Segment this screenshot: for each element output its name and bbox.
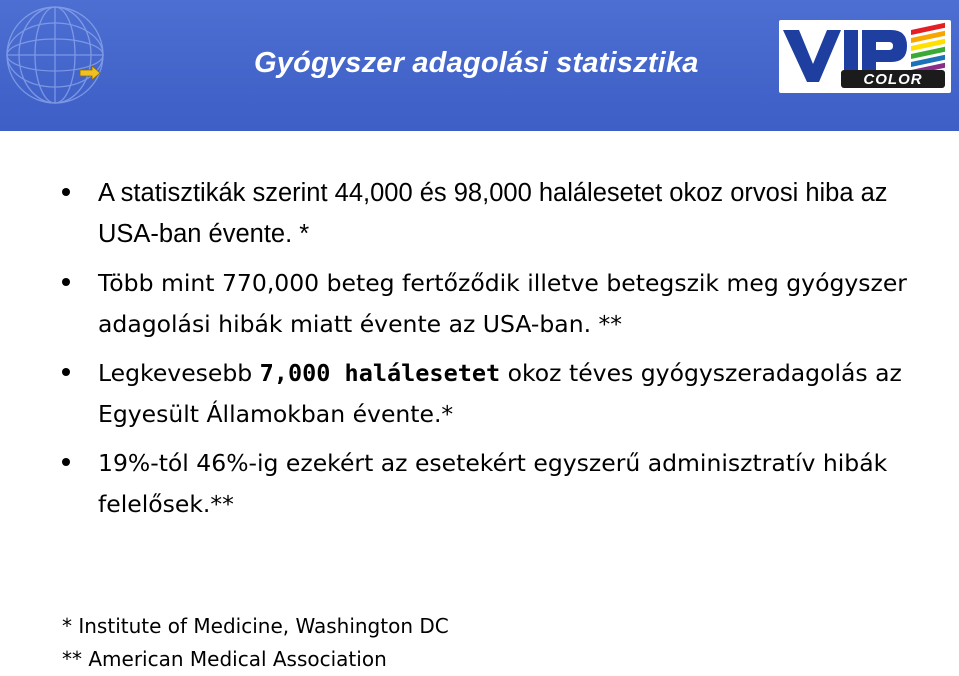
- bullet-text-pre: Legkevesebb: [98, 359, 260, 387]
- bullet-text: Több mint 770,000 beteg fertőződik illetve betegszik meg gyógyszer adagolási hibák miatt évente az USA-ban. **: [98, 269, 907, 338]
- bullet-text-strong: 7,000 halálesetet: [259, 359, 501, 387]
- bullet-icon: [62, 188, 70, 196]
- bullet-icon: [62, 278, 70, 286]
- list-item: [62, 443, 942, 525]
- list-item: [62, 173, 942, 255]
- bullet-text-post: okoz téves gyógyszeradagolás az Egyesült Államokban évente.*: [98, 359, 902, 428]
- footnote-item: * Institute of Medicine, Washington DC: [62, 614, 449, 638]
- bullet-text: A statisztikák szerint 44,000 és 98,000 halálesetet okoz orvosi hiba az USA-ban évente. *: [98, 179, 888, 248]
- vip-color-logo: [779, 20, 951, 93]
- bullet-list: [62, 173, 942, 533]
- header-banner: [0, 0, 959, 131]
- page-title: Gyógyszer adagolási statisztika: [254, 47, 699, 79]
- list-item: [62, 353, 942, 435]
- list-item: [62, 263, 942, 345]
- bullet-icon: [62, 458, 70, 466]
- bullet-icon: [62, 368, 70, 376]
- bullet-text: 19%-tól 46%-ig ezekért az esetekért egyszerű adminisztratív hibák felelősek.**: [98, 449, 888, 518]
- svg-text:COLOR: COLOR: [863, 71, 923, 88]
- footnotes: [62, 610, 449, 676]
- globe-icon: [0, 0, 120, 131]
- footnote-item: ** American Medical Association: [62, 647, 387, 671]
